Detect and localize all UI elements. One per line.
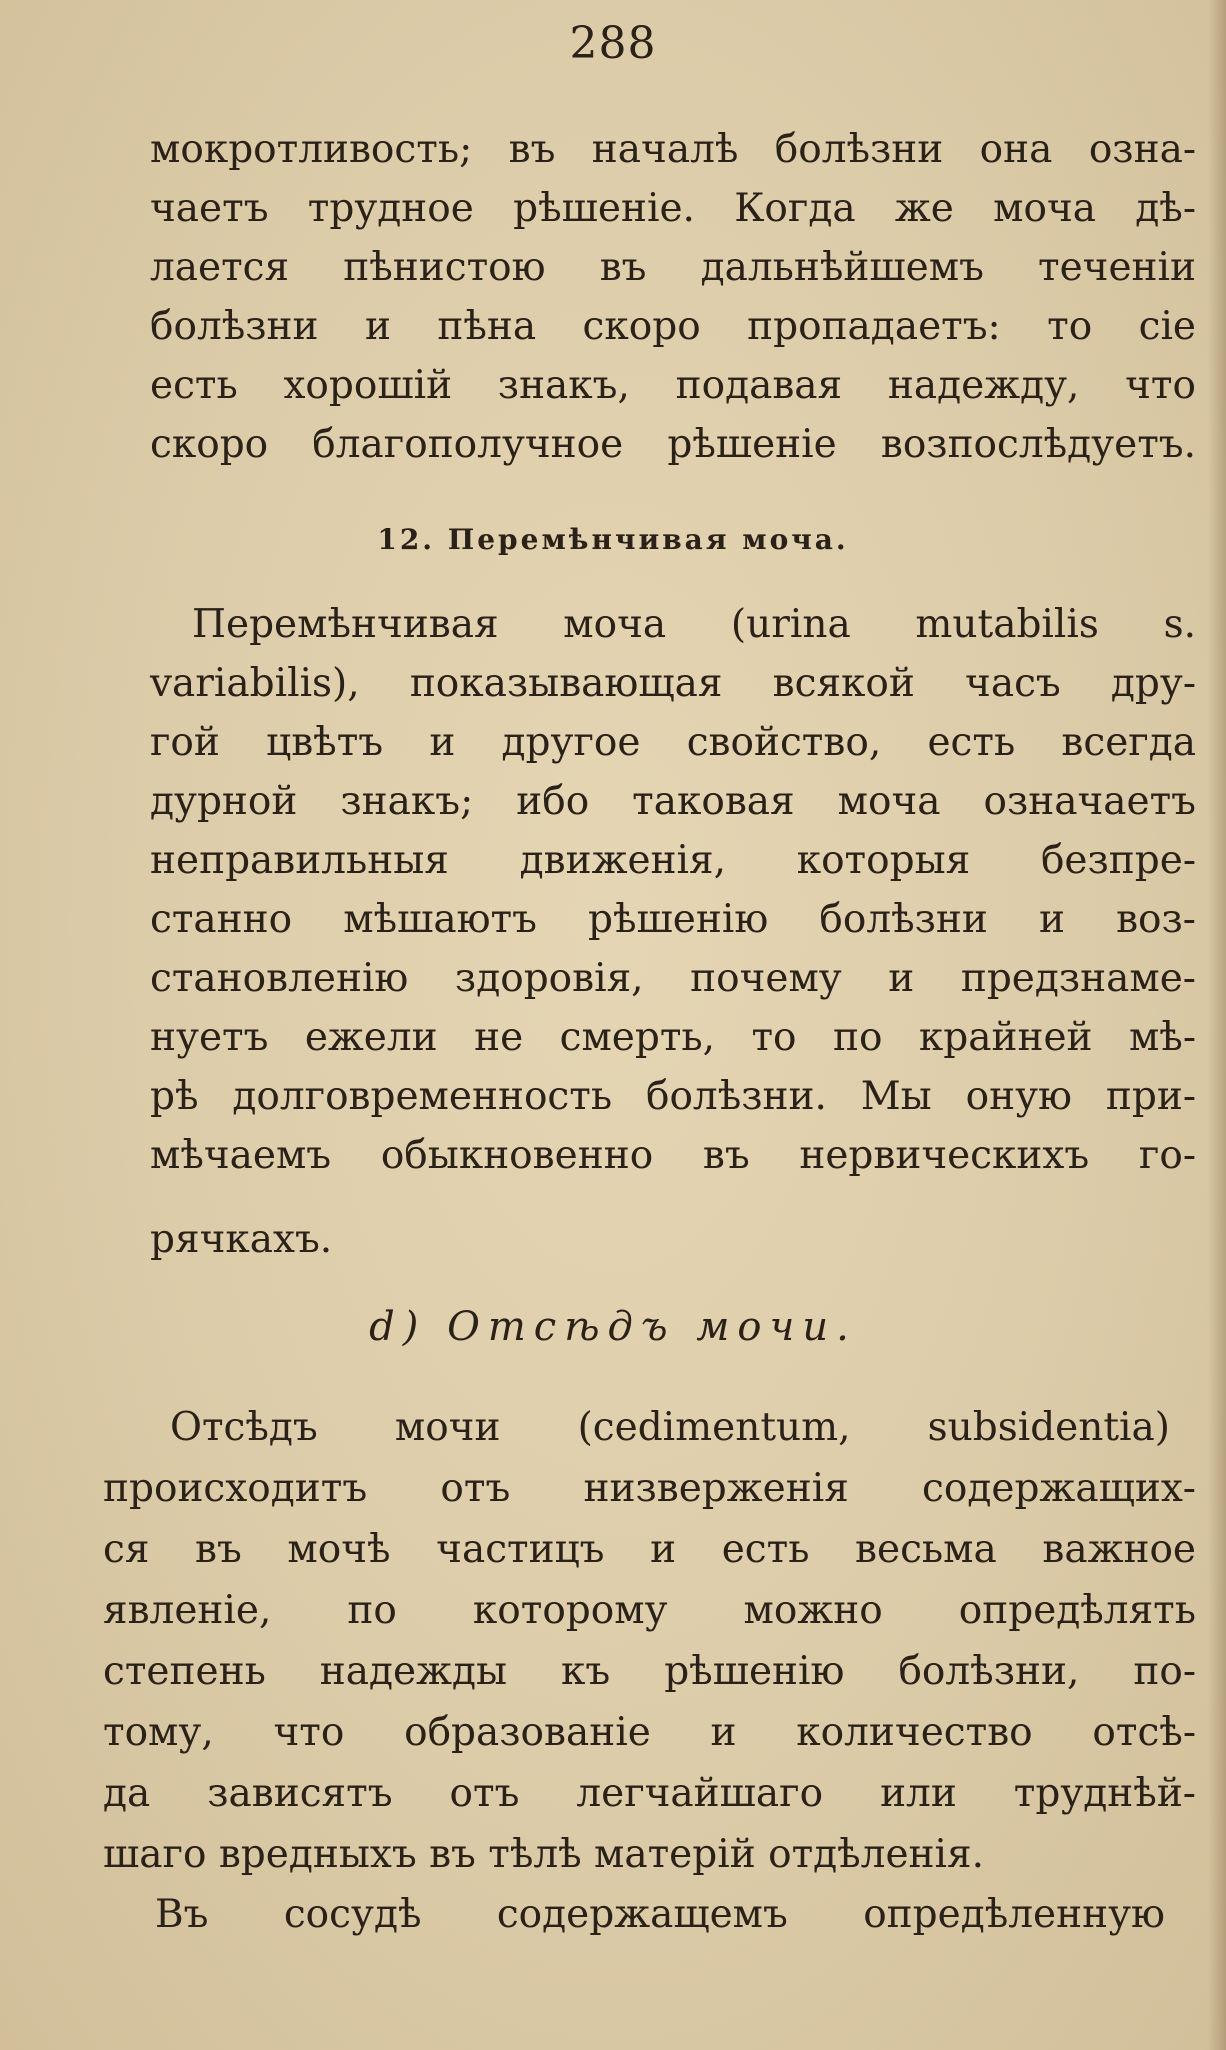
text-line: ся въ мочѣ частицъ и есть весьма важное — [103, 1527, 1196, 1572]
text-line: гой цвѣтъ и другое свойство, есть всегда — [150, 720, 1196, 765]
text-line: болѣзни и пѣна скоро пропадаетъ: то сіе — [150, 304, 1196, 349]
page-number: 288 — [569, 18, 657, 69]
section-heading-changeable-urine: 12. Перемѣнчивая моча. — [377, 523, 849, 556]
text-line: variabilis), показывающая всякой часъ дру- — [150, 661, 1196, 706]
text-line: тому, что образованіе и количество отсѣ- — [103, 1710, 1196, 1755]
text-line: становленію здоровія, почему и предзнаме- — [150, 956, 1196, 1001]
text-line: Перемѣнчивая моча (urina mutabilis s. — [192, 602, 1196, 647]
page-edge-shadow — [1208, 0, 1226, 2050]
text-line: происходитъ отъ низверженія содержащих- — [103, 1466, 1196, 1511]
text-line: явленіе, по которому можно опредѣлять — [103, 1588, 1196, 1633]
text-line: рячкахъ. — [150, 1217, 333, 1262]
text-line: лается пѣнистою въ дальнѣйшемъ теченіи — [150, 245, 1196, 290]
text-line: да зависятъ отъ легчайшаго или труднѣй- — [103, 1771, 1196, 1816]
text-line: станно мѣшаютъ рѣшенію болѣзни и воз- — [150, 897, 1196, 942]
text-line: дурной знакъ; ибо таковая моча означаетъ — [150, 779, 1196, 824]
text-line: скоро благополучное рѣшеніе возпослѣдуетъ. — [150, 422, 1196, 467]
text-line: нуетъ ежели не смерть, то по крайней мѣ- — [150, 1015, 1196, 1060]
section-heading-urine-sediment: d) Отсѣдъ мочи. — [369, 1304, 857, 1350]
text-line: неправильныя движенія, которыя безпре- — [150, 838, 1196, 883]
text-line: мѣчаемъ обыкновенно въ нервическихъ го- — [150, 1133, 1196, 1178]
text-line: шаго вредныхъ въ тѣлѣ матерій отдѣленія. — [103, 1832, 985, 1877]
text-line: мокротливость; въ началѣ болѣзни она озна- — [150, 127, 1196, 172]
text-line: чаетъ трудное рѣшеніе. Когда же моча дѣ- — [150, 186, 1196, 231]
text-line: Отсѣдъ мочи (cedimentum, subsidentia) — [170, 1405, 1170, 1450]
text-line-paragraph-start: Въ сосудѣ содержащемъ опредѣленную — [155, 1892, 1165, 1937]
text-line: степень надежды къ рѣшенію болѣзни, по- — [103, 1649, 1196, 1694]
text-line: рѣ долговременность болѣзни. Мы оную при- — [150, 1074, 1196, 1119]
text-line: есть хорошій знакъ, подавая надежду, что — [150, 363, 1196, 408]
